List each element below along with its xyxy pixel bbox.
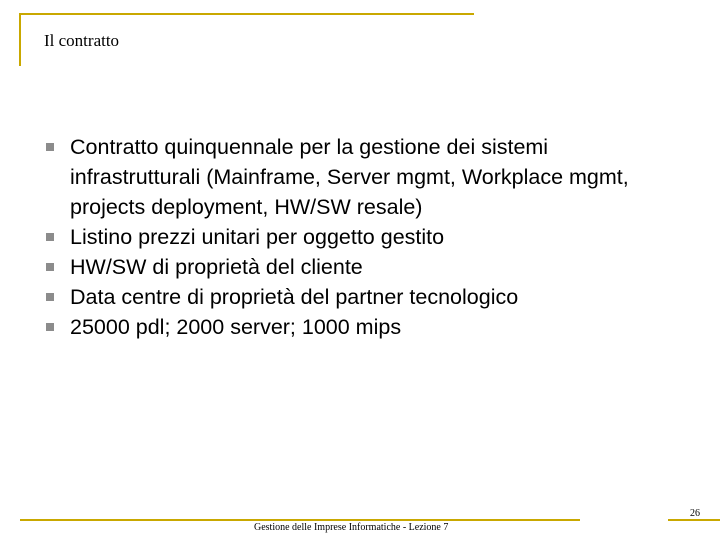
footer-text: Gestione delle Imprese Informatiche - Lezione 7	[254, 522, 449, 533]
page-number: 26	[690, 508, 700, 519]
bullet-item	[40, 222, 680, 252]
bullet-text: Data centre di proprietà del partner tecnologico	[70, 285, 519, 309]
bullet-text: Contratto quinquennale per la gestione dei sistemi infrastrutturali (Mainframe, Server mgmt, Workplace mgmt, projects deployment, HW/SW resale)	[70, 135, 629, 219]
title-rule-left	[19, 13, 21, 66]
bullet-text: HW/SW di proprietà del cliente	[70, 255, 363, 279]
slide-title: Il contratto	[44, 31, 120, 50]
bullet-item	[40, 282, 680, 312]
square-bullet-icon	[46, 233, 54, 241]
square-bullet-icon	[46, 293, 54, 301]
title-rule-top	[20, 13, 474, 15]
footer-rule-left	[20, 519, 580, 521]
bullet-list	[40, 132, 680, 342]
bullet-text: Listino prezzi unitari per oggetto gestito	[70, 225, 445, 249]
bullet-item	[40, 312, 680, 342]
square-bullet-icon	[46, 263, 54, 271]
bullet-item	[40, 252, 680, 282]
bullet-text: 25000 pdl; 2000 server; 1000 mips	[70, 315, 402, 339]
square-bullet-icon	[46, 323, 54, 331]
square-bullet-icon	[46, 143, 54, 151]
bullet-item	[40, 132, 680, 222]
